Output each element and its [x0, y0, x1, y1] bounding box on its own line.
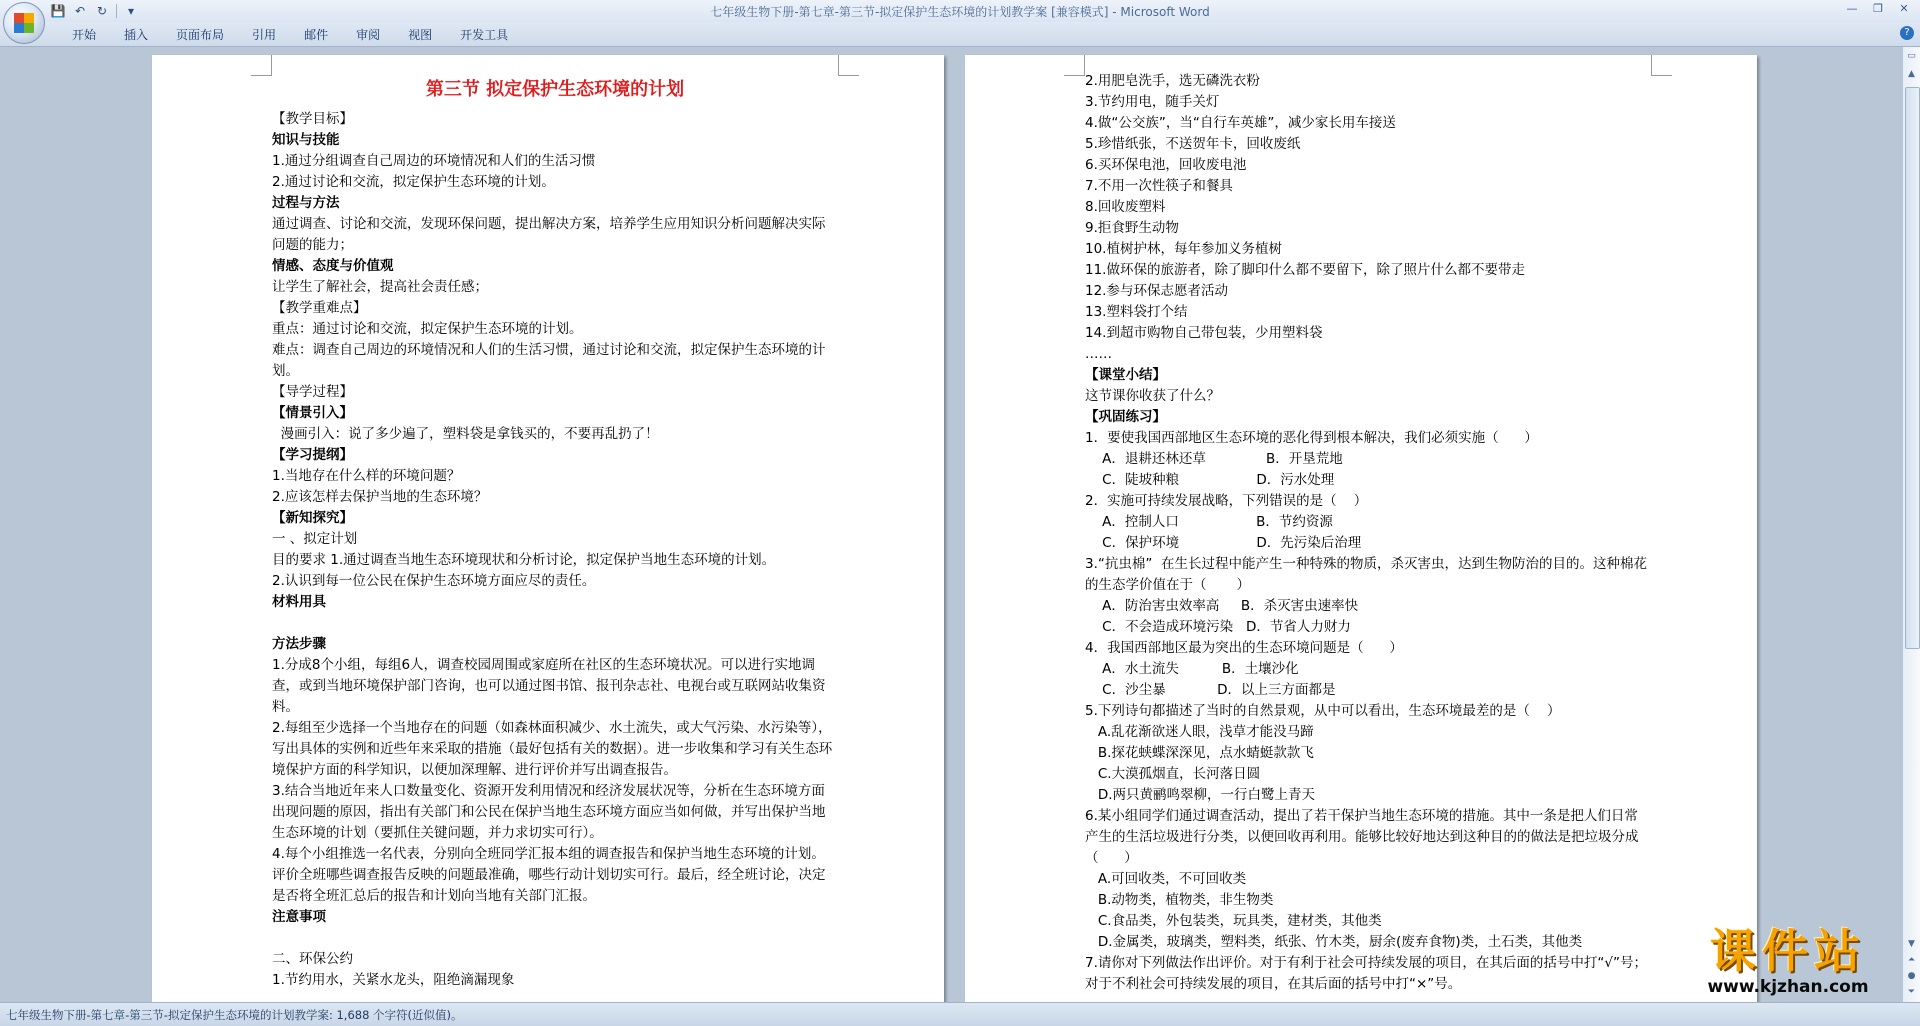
text-line: 这节课你收获了什么？ [1085, 388, 1220, 404]
status-text: 七年级生物下册-第七章-第三节-拟定保护生态环境的计划教学案: 1,688 个字符(近似值)。 [6, 1008, 463, 1022]
text-line: B.探花蛱蝶深深见，点水蜻蜓款款飞 [1085, 745, 1314, 761]
page-1-lines [272, 109, 838, 991]
page-1-text[interactable] [272, 65, 838, 991]
ruler-toggle-icon[interactable]: ▭ [1907, 51, 1916, 61]
redo-icon[interactable]: ↻ [96, 4, 108, 18]
text-line: 二、环保公约 [272, 951, 353, 967]
text-line: C．沙尘暴 D．以上三方面都是 [1085, 682, 1336, 698]
page-2-text[interactable] [1085, 71, 1651, 995]
previous-page-icon[interactable]: ⏶ [1907, 955, 1916, 965]
text-line: 情感、态度与价值观 [272, 258, 394, 274]
text-line: D.两只黄鹂鸣翠柳，一行白鹭上青天 [1085, 787, 1316, 803]
text-line: A.乱花渐欲迷人眼，浅草才能没马蹄 [1085, 724, 1314, 740]
text-line: 漫画引入：说了多少遍了，塑料袋是拿钱买的，不要再乱扔了！ [272, 426, 659, 442]
text-line: 2.每组至少选择一个当地存在的问题（如森林面积减少、水土流失，或大气污染、水污染等），写出具体的实例和近些年来采取的措施（最好包括有关的数据）。进一步收集和学习有关生态环境保护方面的科学知识，以便加深理解、进行评价并写出调查报告。 [272, 720, 833, 778]
text-line: D.金属类，玻璃类，塑料类，纸张、竹木类，厨余(废弃食物)类，土石类，其他类 [1085, 934, 1583, 950]
text-line: 8.回收废塑料 [1085, 199, 1166, 215]
text-line: 难点：调查自己周边的环境情况和人们的生活习惯，通过讨论和交流，拟定保护生态环境的计划。 [272, 342, 826, 379]
text-line: C．不会造成环境污染 D．节省人力财力 [1085, 619, 1351, 635]
text-line: 2.应该怎样去保护当地的生态环境？ [272, 489, 488, 505]
text-line: 2.认识到每一位公民在保护生态环境方面应尽的责任。 [272, 573, 596, 589]
title-bar [0, 0, 1920, 22]
text-line: A．防治害虫效率高 B．杀灭害虫速率快 [1085, 598, 1359, 614]
text-line: 2.通过讨论和交流，拟定保护生态环境的计划。 [272, 174, 555, 190]
text-line: 通过调查、讨论和交流，发现环保问题，提出解决方案，培养学生应用知识分析问题解决实际问题的能力； [272, 216, 826, 253]
text-line: 1.当地存在什么样的环境问题？ [272, 468, 461, 484]
scroll-up-icon[interactable]: ▲ [1908, 69, 1915, 79]
text-line: 知识与技能 [272, 132, 340, 148]
text-line: 1.节约用水，关紧水龙头，阻绝滴漏现象 [272, 972, 515, 988]
text-line: 4．我国西部地区最为突出的生态环境问题是（ ） [1085, 640, 1403, 656]
watermark-text: 课件站 [1710, 924, 1866, 978]
text-line: 【学习提纲】 [272, 447, 353, 463]
text-line: 让学生了解社会，提高社会责任感； [272, 279, 488, 295]
text-line: 1.通过分组调查自己周边的环境情况和人们的生活习惯 [272, 153, 596, 169]
office-logo-icon [14, 13, 34, 33]
text-line: 【教学重难点】 [272, 300, 367, 316]
undo-icon[interactable]: ↶ [74, 4, 86, 18]
text-line: 13.塑料袋打个结 [1085, 304, 1188, 320]
tab-developer[interactable]: 开发工具 [460, 28, 509, 42]
text-line: A．退耕还林还草 B．开垦荒地 [1085, 451, 1343, 467]
status-bar [0, 1002, 1920, 1026]
text-line: 5.珍惜纸张，不送贺年卡，回收废纸 [1085, 136, 1301, 152]
tab-page-layout[interactable]: 页面布局 [176, 28, 225, 42]
text-line: 2.用肥皂洗手，选无磷洗衣粉 [1085, 73, 1260, 89]
text-line: B.动物类，植物类，非生物类 [1085, 892, 1274, 908]
text-line: 4.每个小组推选一名代表，分别向全班同学汇报本组的调查报告和保护当地生态环境的计划。评价全班哪些调查报告反映的问题最准确，哪些行动计划切实可行。最后，经全班讨论，决定是否将全班汇总后的报告和计划向当地有关部门汇报。 [272, 846, 826, 904]
page-2-lines [1085, 71, 1651, 995]
text-line: 【情景引入】 [272, 405, 353, 421]
text-line: 4.做“公交族”，当“自行车英雄”，减少家长用车接送 [1085, 115, 1396, 131]
text-line [272, 613, 838, 634]
text-line: 【导学过程】 [272, 384, 353, 400]
text-line: 重点：通过讨论和交流，拟定保护生态环境的计划。 [272, 321, 583, 337]
text-line: A.可回收类，不可回收类 [1085, 871, 1247, 887]
window-title: 七年级生物下册-第七章-第三节-拟定保护生态环境的计划教学案 [兼容模式] - Microsoft Word [710, 5, 1210, 19]
scroll-thumb[interactable] [1905, 87, 1920, 649]
tab-mailings[interactable]: 邮件 [304, 28, 329, 42]
text-line: 1．要使我国西部地区生态环境的恶化得到根本解决，我们必须实施（ ） [1085, 430, 1538, 446]
watermark-logo [1668, 925, 1908, 1005]
text-line: 3.结合当地近年来人口数量变化、资源开发利用情况和经济发展状况等，分析在生态环境方面出现问题的原因，指出有关部门和公民在保护当地生态环境方面应当如何做，并写出保护当地生态环境的计划（要抓住关键问题，并力求切实可行）。 [272, 783, 826, 841]
window-controls [1840, 0, 1916, 18]
margin-mark-top-left [1064, 55, 1085, 76]
text-line: 【教学目标】 [272, 111, 353, 127]
minimize-icon[interactable]: — [1846, 2, 1858, 15]
document-area[interactable] [0, 47, 1903, 1002]
text-line: 材料用具 [272, 594, 326, 610]
tab-references[interactable]: 引用 [252, 28, 277, 42]
help-icon[interactable]: ? [1900, 26, 1914, 40]
vertical-scrollbar[interactable] [1902, 47, 1920, 1002]
text-line: 9.拒食野生动物 [1085, 220, 1179, 236]
text-line [272, 928, 838, 949]
text-line: A．控制人口 B．节约资源 [1085, 514, 1333, 530]
maximize-icon[interactable]: ❐ [1873, 2, 1883, 15]
document-title: 第三节 拟定保护生态环境的计划 [425, 79, 685, 100]
tab-view[interactable]: 视图 [408, 28, 433, 42]
text-line: 【巩固练习】 [1085, 409, 1166, 425]
text-line: 3.“抗虫棉” 在生长过程中能产生一种特殊的物质，杀灭害虫，达到生物防治的目的。这种棉花的生态学价值在于（ ） [1085, 556, 1647, 593]
ribbon-tabs [58, 26, 522, 44]
text-line: 11.做环保的旅游者，除了脚印什么都不要留下，除了照片什么都不要带走 [1085, 262, 1525, 278]
margin-mark-top-right [838, 55, 859, 76]
document-page-1[interactable] [152, 55, 944, 1002]
margin-mark-top-left [251, 55, 272, 76]
text-line: 14.到超市购物自己带包装，少用塑料袋 [1085, 325, 1323, 341]
text-line: 一 、拟定计划 [272, 531, 358, 547]
text-line: C．陡坡种粮 D．污水处理 [1085, 472, 1335, 488]
text-line: A．水土流失 B．土壤沙化 [1085, 661, 1299, 677]
text-line: C.大漠孤烟直，长河落日圆 [1085, 766, 1261, 782]
text-line: 方法步骤 [272, 636, 326, 652]
text-line: 6.买环保电池，回收废电池 [1085, 157, 1247, 173]
scroll-down-icon[interactable]: ▼ [1908, 939, 1915, 949]
margin-mark-top-right [1651, 55, 1672, 76]
select-browse-object-icon[interactable]: ● [1907, 971, 1916, 981]
text-line: 7.请你对下列做法作出评价。对于有利于社会可持续发展的项目，在其后面的括号中打“√”号；对于不利社会可持续发展的项目，在其后面的括号中打“×”号。 [1085, 955, 1647, 992]
text-line: C．保护环境 D．先污染后治理 [1085, 535, 1362, 551]
text-line: 【课堂小结】 [1085, 367, 1166, 383]
text-line: 2．实施可持续发展战略，下列错误的是（ ） [1085, 493, 1368, 509]
next-page-icon[interactable]: ⏷ [1907, 987, 1916, 997]
text-line: 【新知探究】 [272, 510, 353, 526]
text-line: 注意事项 [272, 909, 326, 925]
document-page-2[interactable] [965, 55, 1757, 1002]
save-icon[interactable]: 💾 [50, 4, 66, 18]
text-line: 5.下列诗句都描述了当时的自然景观，从中可以看出，生态环境最差的是（ ） [1085, 703, 1561, 719]
text-line: C.食品类，外包装类，玩具类，建材类，其他类 [1085, 913, 1382, 929]
ribbon-tab-bar [0, 22, 1920, 47]
customize-qat-icon[interactable]: ▾ [127, 4, 135, 18]
close-icon[interactable]: ✕ [1899, 2, 1909, 15]
text-line: 7.不用一次性筷子和餐具 [1085, 178, 1233, 194]
watermark-url: www.kjzhan.com [1707, 977, 1869, 997]
text-line: …… [1085, 346, 1112, 362]
office-button[interactable] [3, 2, 45, 44]
text-line: 目的要求 1.通过调查当地生态环境现状和分析讨论，拟定保护当地生态环境的计划。 [272, 552, 776, 568]
text-line: 10.植树护林，每年参加义务植树 [1085, 241, 1282, 257]
text-line: 过程与方法 [272, 195, 340, 211]
tab-review[interactable]: 审阅 [356, 28, 381, 42]
text-line: 12.参与环保志愿者活动 [1085, 283, 1228, 299]
text-line: 3.节约用电，随手关灯 [1085, 94, 1220, 110]
text-line: 6.某小组同学们通过调查活动，提出了若干保护当地生态环境的措施。其中一条是把人们日常产生的生活垃圾进行分类，以便回收再利用。能够比较好地达到这种目的的做法是把垃圾分成（ ） [1085, 808, 1639, 866]
tab-insert[interactable]: 插入 [124, 28, 149, 42]
tab-home[interactable]: 开始 [72, 28, 97, 42]
text-line: 1.分成8个小组，每组6人，调查校园周围或家庭所在社区的生态环境状况。可以进行实地调查，或到当地环境保护部门咨询，也可以通过图书馆、报刊杂志社、电视台或互联网站收集资料。 [272, 657, 826, 715]
